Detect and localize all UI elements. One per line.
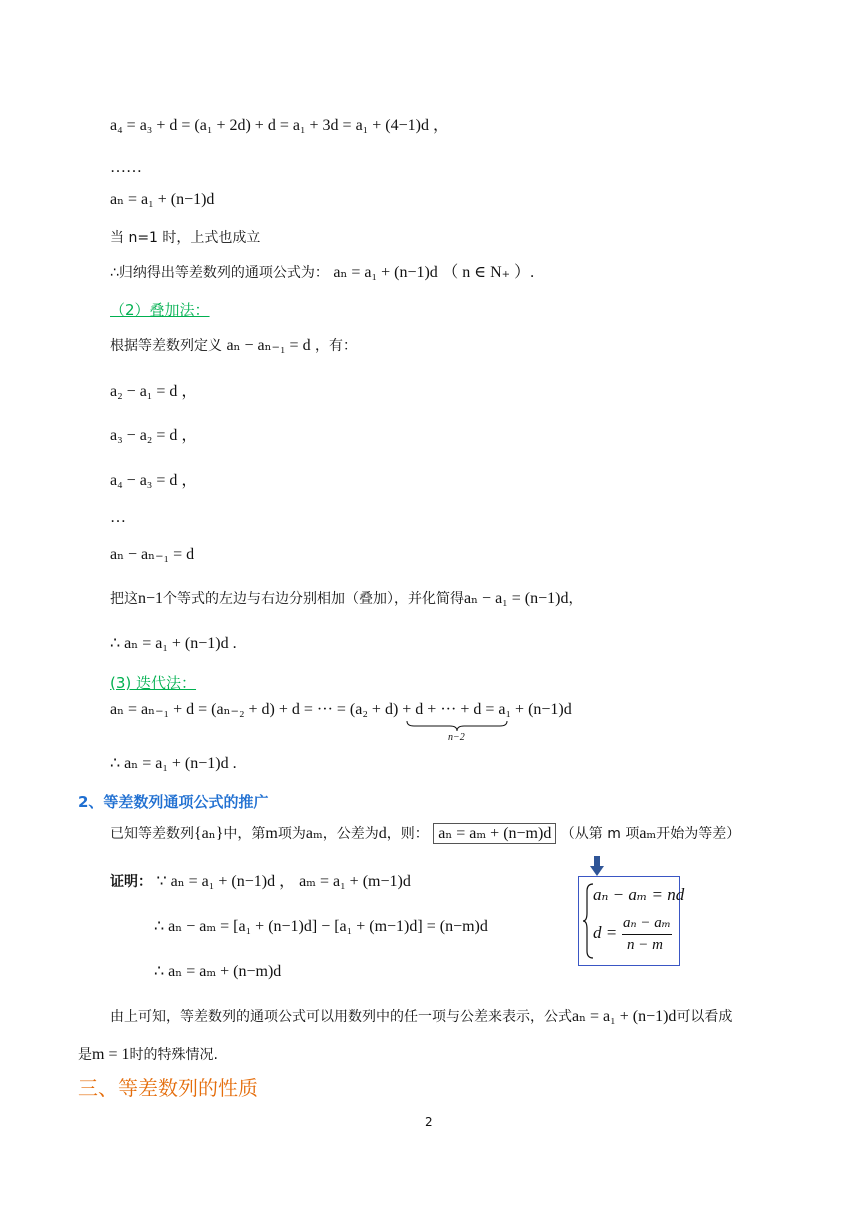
definition-suffix: ，有： [315, 338, 358, 354]
gen-text-5: ，则： [386, 826, 429, 842]
method-3-title: (3) 迭代法： [110, 674, 197, 692]
paragraph-line-1 [110, 1007, 732, 1027]
sum-formula: aₙ − a₁ = (n−1)d [464, 590, 569, 607]
sum-text: 个等式的左边与右边分别相加（叠加），并化简得 [163, 591, 465, 607]
gen-text-4: ，公差为 [322, 826, 379, 842]
fraction-bar [622, 934, 672, 935]
gen-formula-5: aₘ [639, 825, 657, 842]
proof-formula-1: ∵ aₙ = a₁ + (n−1)d ， aₘ = a₁ + (m−1)d [156, 873, 411, 890]
conclusion-line [110, 263, 534, 283]
proof-line-1 [110, 872, 411, 892]
underbrace-label: n−2 [448, 732, 465, 743]
gen-text-2: 中，第 [223, 826, 266, 842]
gen-formula-4: d [378, 825, 387, 842]
heading-generalization: 2、等差数列通项公式的推广 [78, 793, 269, 811]
conclusion-condition: （ n ∈ N₊ ）. [442, 264, 535, 281]
gen-text-1: 已知等差数列 [110, 826, 194, 842]
equation-2: a₃ − a₂ = d ， [110, 427, 198, 444]
equation-n: aₙ − aₙ₋₁ = d [110, 546, 195, 563]
formula-an: aₙ = a₁ + (n−1)d [110, 191, 215, 208]
equation-system-box [578, 876, 685, 966]
conclusion-formula: aₙ = a₁ + (n−1)d [333, 264, 438, 281]
conclusion-prefix: ∴归纳得出等差数列的通项公式为： [110, 265, 329, 281]
formula-a4: a₄ = a₃ + d = (a₁ + 2d) + d = a₁ + 3d = a₁ + (4−1)d ， [110, 117, 449, 134]
gen-formula-3: aₘ [305, 825, 323, 842]
sum-suffix: ， [568, 591, 583, 607]
definition-prefix: 根据等差数列定义 [110, 338, 222, 354]
gen-text-7: 开始为等差） [656, 826, 741, 842]
arrow-down-icon [590, 856, 604, 876]
proof-formula-3: ∴ aₙ = aₘ + (n−m)d [154, 963, 282, 980]
gen-text-3: 项为 [277, 826, 306, 842]
proof-label: 证明： [110, 874, 152, 890]
gen-formula-2: m [265, 825, 278, 842]
result-1: ∴ aₙ = a₁ + (n−1)d . [110, 635, 237, 652]
paragraph-line-2 [78, 1045, 218, 1065]
equation-3: a₄ − a₃ = d ， [110, 472, 198, 489]
system-denominator: n − m [627, 937, 663, 953]
generalization-line [110, 824, 740, 844]
sum-prefix: 把这 [110, 591, 138, 607]
para-text-1: 由上可知，等差数列的通项公式可以用数列中的任一项与公差来表示，公式 [110, 1009, 572, 1025]
ellipsis-1: …… [110, 159, 142, 176]
para-formula: aₙ = a₁ + (n−1)d [572, 1008, 677, 1025]
para-text-2: 可以看成 [676, 1009, 733, 1025]
definition-formula: aₙ − aₙ₋₁ = d [226, 337, 311, 354]
equation-1: a₂ − a₁ = d ， [110, 383, 198, 400]
para-formula-2: m = 1 [92, 1046, 130, 1063]
iteration-formula: aₙ = aₙ₋₁ + d = (aₙ₋₂ + d) + d = ··· = (a₂ + d) + d + ··· + d = a₁ + (n−1)d [110, 701, 572, 718]
ellipsis-2: … [110, 509, 126, 526]
boxed-formula: aₙ = aₘ + (n−m)d [433, 823, 556, 844]
page-number: 2 [425, 1115, 433, 1129]
definition-line [110, 336, 357, 356]
sum-count: n−1 [138, 590, 164, 607]
para-text-3: 是 [78, 1047, 92, 1063]
method-2-title: （2）叠加法： [110, 301, 210, 319]
n1-note: 当 n=1 时，上式也成立 [110, 230, 261, 246]
result-2: ∴ aₙ = a₁ + (n−1)d . [110, 755, 237, 772]
system-equation-1: aₙ − aₘ = nd [593, 885, 685, 904]
proof-formula-2: ∴ aₙ − aₘ = [a₁ + (n−1)d] − [a₁ + (m−1)d] = (n−m)d [154, 918, 488, 935]
para-text-4: 时的特殊情况. [129, 1047, 218, 1063]
gen-formula-1: {aₙ} [194, 825, 224, 842]
gen-text-6: （从第 m 项 [560, 826, 640, 842]
system-numerator: aₙ − aₘ [623, 915, 671, 931]
heading-section-3: 三、等差数列的性质 [78, 1076, 258, 1100]
sum-line [110, 589, 582, 609]
system-lhs: d = [593, 923, 618, 942]
